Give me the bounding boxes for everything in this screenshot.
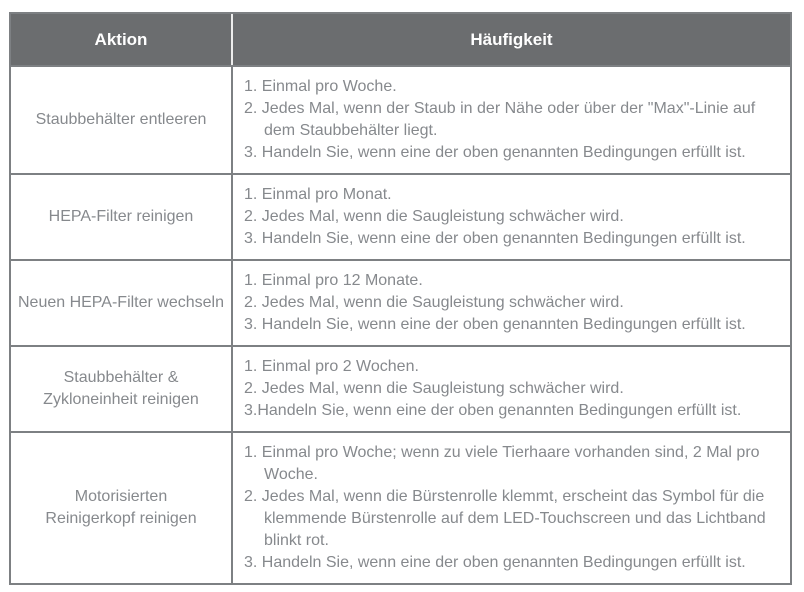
action-label-line: Reinigerkopf reinigen [45, 510, 197, 527]
table-row [11, 65, 790, 173]
action-cell [11, 433, 233, 583]
action-label-line: Zykloneinheit reinigen [43, 391, 199, 408]
frequency-item: 3. Handeln Sie, wenn eine der oben genannten Bedingungen erfüllt ist. [244, 144, 746, 161]
frequency-item: 1. Einmal pro 2 Wochen. [244, 358, 419, 375]
frequency-cell [233, 67, 790, 173]
frequency-item: 1. Einmal pro Monat. [244, 186, 392, 203]
table-body [11, 65, 790, 583]
frequency-item: 1. Einmal pro Woche; wenn zu viele Tierhaare vorhanden sind, 2 Mal pro Woche. [244, 444, 760, 483]
action-label-line: Neuen HEPA-Filter wechseln [17, 294, 224, 311]
frequency-item: 2. Jedes Mal, wenn die Saugleistung schwächer wird. [244, 380, 624, 397]
action-cell [11, 347, 233, 431]
header-aktion: Aktion [11, 14, 233, 65]
action-cell [11, 175, 233, 259]
action-cell [11, 67, 233, 173]
action-label-line: Staubbehälter entleeren [35, 111, 207, 128]
frequency-cell [233, 261, 790, 345]
frequency-item: 1. Einmal pro Woche. [244, 78, 397, 95]
frequency-item: 1. Einmal pro 12 Monate. [244, 272, 423, 289]
frequency-item: 2. Jedes Mal, wenn die Saugleistung schwächer wird. [244, 294, 624, 311]
table-row [11, 173, 790, 259]
frequency-cell [233, 347, 790, 431]
frequency-item: 2. Jedes Mal, wenn die Saugleistung schwächer wird. [244, 208, 624, 225]
table-header-row [11, 14, 790, 65]
frequency-item: 3. Handeln Sie, wenn eine der oben genannten Bedingungen erfüllt ist. [244, 554, 746, 571]
header-haeufigkeit: Häufigkeit [470, 29, 553, 49]
frequency-cell [233, 433, 790, 583]
action-cell [11, 261, 233, 345]
frequency-item: 3. Handeln Sie, wenn eine der oben genannten Bedingungen erfüllt ist. [244, 230, 746, 247]
frequency-item: 3. Handeln Sie, wenn eine der oben genannten Bedingungen erfüllt ist. [244, 316, 746, 333]
table-row [11, 259, 790, 345]
action-label-line: Staubbehälter & [63, 369, 179, 386]
frequency-item: 2. Jedes Mal, wenn der Staub in der Nähe oder über der "Max"-Linie auf dem Staubbehälter liegt. [244, 100, 756, 139]
action-label-line: HEPA-Filter reinigen [48, 208, 194, 225]
maintenance-table [9, 12, 792, 585]
table-row [11, 431, 790, 583]
frequency-cell [233, 175, 790, 259]
frequency-item: 2. Jedes Mal, wenn die Bürstenrolle klemmt, erscheint das Symbol für die klemmende Bürstenrolle auf dem LED-Touchscreen und das Lichtband blinkt rot. [244, 488, 766, 549]
frequency-item: 3.Handeln Sie, wenn eine der oben genannten Bedingungen erfüllt ist. [244, 402, 742, 419]
table-row [11, 345, 790, 431]
action-label-line: Motorisierten [74, 488, 168, 505]
